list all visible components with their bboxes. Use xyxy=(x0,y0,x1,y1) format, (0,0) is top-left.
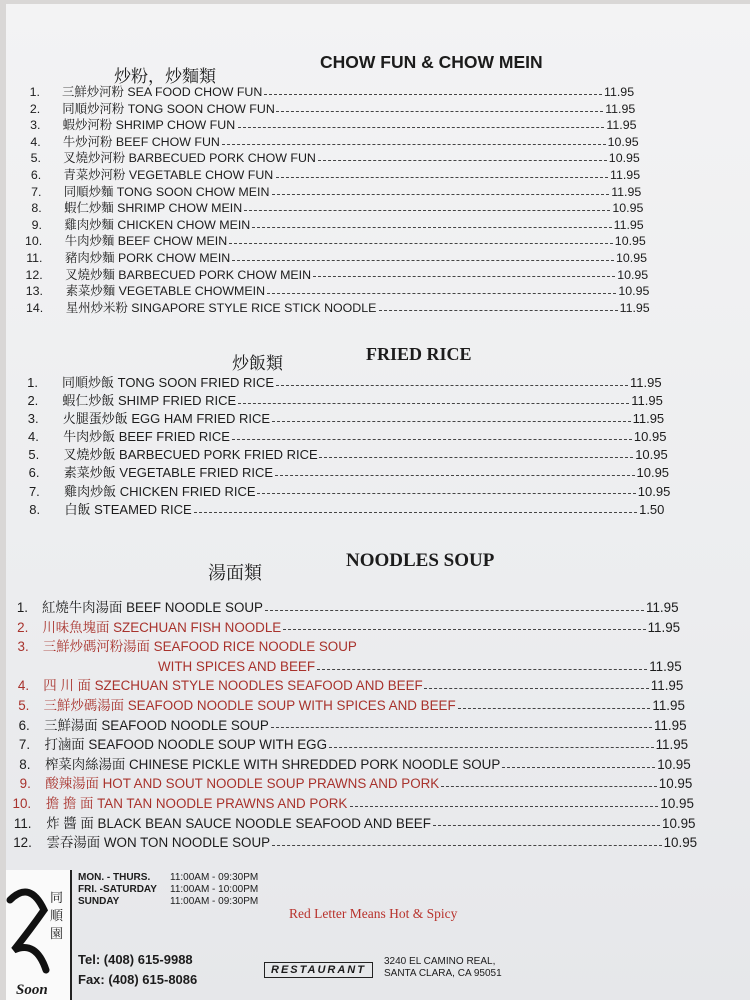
item-description: 同順炒飯 TONG SOON FRIED RICE xyxy=(62,375,275,390)
item-number: 6. xyxy=(28,465,40,481)
menu-item xyxy=(6,716,750,736)
section-title-zh: 湯面類 xyxy=(208,563,262,584)
hours-row: FRI. -SATURDAY 11:00AM - 10:00PM xyxy=(78,884,259,895)
section-title-zh: 炒粉，炒麵類 xyxy=(114,67,216,87)
item-description: 牛炒河粉 BEEF CHOW FUN xyxy=(62,134,220,149)
menu-item xyxy=(6,250,750,267)
item-price: 10.95 xyxy=(608,151,640,166)
item-description: 川味魚塊面 SZECHUAN FISH NOODLE xyxy=(42,619,282,635)
item-description: 牛肉炒飯 BEEF FRIED RICE xyxy=(63,429,230,445)
item-price: 10.95 xyxy=(662,815,696,831)
dot-leader xyxy=(229,243,613,244)
item-number: 4. xyxy=(28,429,39,445)
dot-leader xyxy=(267,293,616,294)
section-title-en: NOODLES SOUP xyxy=(346,550,495,571)
opening-hours xyxy=(78,872,258,908)
menu-item xyxy=(6,283,750,300)
item-price: 10.95 xyxy=(607,134,639,149)
menu-item xyxy=(6,696,750,716)
item-price: 11.95 xyxy=(649,658,682,674)
item-number: 5. xyxy=(28,447,40,463)
menu-page xyxy=(6,4,750,1000)
item-list xyxy=(6,598,750,853)
menu-item xyxy=(6,200,750,217)
menu-item xyxy=(6,755,750,775)
menu-item xyxy=(6,392,750,410)
dot-leader xyxy=(272,421,631,422)
item-number: 8. xyxy=(19,756,31,772)
item-description: 炸 醬 面 BLACK BEAN SAUCE NOODLE SEAFOOD AND BEEF xyxy=(46,815,431,831)
item-description: 酸辣湯面 HOT AND SOUT NOODLE SOUP PRAWNS AND PORK xyxy=(45,776,440,792)
dot-leader xyxy=(319,457,633,458)
menu-item xyxy=(6,410,750,428)
menu-item xyxy=(6,167,750,184)
section-title-en: FRIED RICE xyxy=(366,344,472,364)
menu-item xyxy=(6,735,750,755)
item-number: 11. xyxy=(26,250,43,265)
item-description: 火腿蛋炒飯 EGG HAM FRIED RICE xyxy=(62,411,271,427)
item-price: 11.95 xyxy=(606,118,637,133)
item-number: 4. xyxy=(30,134,41,149)
item-number: 6. xyxy=(30,167,42,182)
footer xyxy=(6,870,750,1000)
item-price: 11.95 xyxy=(613,217,644,232)
item-price: 11.95 xyxy=(652,697,685,713)
item-description: 打滷面 SEAFOOD NOODLE SOUP WITH EGG xyxy=(44,737,327,753)
item-price: 10.95 xyxy=(618,284,650,299)
restaurant-logo xyxy=(6,870,72,1000)
dot-leader xyxy=(318,160,607,161)
item-number: 5. xyxy=(30,151,41,166)
item-description: 青菜炒河粉 VEGETABLE CHOW FUN xyxy=(63,167,274,182)
item-description: 雞肉炒飯 CHICKEN FRIED RICE xyxy=(64,483,256,499)
item-description: 三鮮炒碼湯面 SEAFOOD NOODLE SOUP WITH SPICES AND BEEF xyxy=(43,697,456,713)
item-description: 雞肉炒麵 CHICKEN CHOW MEIN xyxy=(64,217,251,232)
item-price: 11.95 xyxy=(604,85,635,99)
item-description: 紅燒牛肉湯面 BEEF NOODLE SOUP xyxy=(42,600,263,615)
fax-number: Fax: (408) 615-8086 xyxy=(78,972,198,987)
dot-leader xyxy=(275,475,635,476)
item-price: 11.95 xyxy=(650,678,684,694)
menu-item xyxy=(6,217,750,234)
item-price: 11.95 xyxy=(611,184,642,199)
item-description: 叉燒炒飯 BARBECUED PORK FRIED RICE xyxy=(63,447,318,463)
item-description: 蝦仁炒麵 SHRIMP CHOW MEIN xyxy=(64,201,243,216)
item-price: 10.95 xyxy=(633,429,667,445)
item-number: 3. xyxy=(17,639,29,655)
dot-leader xyxy=(350,806,658,807)
item-price: 11.95 xyxy=(610,167,641,182)
dot-leader xyxy=(433,825,660,826)
dot-leader xyxy=(276,111,603,112)
item-number: 2. xyxy=(29,101,41,116)
menu-item xyxy=(6,483,750,501)
item-price: 11.95 xyxy=(632,411,665,427)
dot-leader xyxy=(424,688,649,689)
dot-leader xyxy=(276,177,608,178)
menu-item xyxy=(6,598,750,618)
item-description-line2: WITH SPICES AND BEEF xyxy=(158,658,315,674)
item-number: 8. xyxy=(29,501,41,517)
dot-leader xyxy=(272,845,662,846)
dot-leader xyxy=(272,194,609,195)
item-description: 三鮮炒河粉 SEA FOOD CHOW FUN xyxy=(62,85,263,99)
hours-row: MON. - THURS. 11:00AM - 09:30PM xyxy=(78,872,259,883)
dot-leader xyxy=(232,439,632,440)
logo-word: Soon xyxy=(16,982,48,998)
restaurant-badge: RESTAURANT xyxy=(264,962,373,978)
item-description: 素菜炒麵 VEGETABLE CHOWMEIN xyxy=(65,284,266,299)
item-number: 8. xyxy=(31,201,42,216)
dot-leader xyxy=(265,610,644,611)
item-number: 13. xyxy=(25,284,43,299)
item-description: 蝦炒河粉 SHRIMP CHOW FUN xyxy=(62,118,236,133)
item-description: 豬肉炒麵 PORK CHOW MEIN xyxy=(65,250,231,265)
address: 3240 EL CAMINO REAL, SANTA CLARA, CA 95051 xyxy=(384,956,502,979)
dot-leader xyxy=(238,403,629,404)
dot-leader xyxy=(502,767,655,768)
item-description: 白飯 STEAMED RICE xyxy=(64,501,192,517)
menu-item xyxy=(6,428,750,446)
menu-item xyxy=(6,134,750,151)
menu-item xyxy=(6,184,750,201)
item-number: 6. xyxy=(18,717,30,733)
menu-item xyxy=(6,464,750,482)
dot-leader xyxy=(458,708,650,709)
menu-item xyxy=(6,374,750,392)
item-list xyxy=(6,84,750,316)
menu-item xyxy=(6,300,750,317)
item-number: 1. xyxy=(16,600,28,615)
item-price: 1.50 xyxy=(639,501,665,517)
item-description: 素菜炒飯 VEGETABLE FRIED RICE xyxy=(63,465,274,481)
item-number: 11. xyxy=(13,815,32,831)
item-number: 10. xyxy=(12,795,32,811)
item-price: 11.95 xyxy=(631,393,663,409)
item-description: 叉燒炒河粉 BARBECUED PORK CHOW FUN xyxy=(63,151,316,166)
menu-item xyxy=(6,446,750,464)
item-price: 10.95 xyxy=(663,835,698,851)
item-price: 11.95 xyxy=(646,600,679,615)
item-price: 11.95 xyxy=(647,619,681,635)
item-price: 11.95 xyxy=(630,375,662,390)
item-number: 3. xyxy=(30,118,41,133)
item-number: 2. xyxy=(27,393,39,409)
item-description: 同順炒麵 TONG SOON CHOW MEIN xyxy=(63,184,270,199)
item-description: 三鮮炒碼河粉湯面 SEAFOOD RICE NOODLE SOUP xyxy=(42,639,357,655)
item-price: 10.95 xyxy=(660,795,694,811)
item-description: 同順炒河粉 TONG SOON CHOW FUN xyxy=(62,101,275,116)
item-number: 9. xyxy=(31,217,42,232)
dot-leader xyxy=(329,747,654,748)
item-description: 三鮮湯面 SEAFOOD NOODLE SOUP xyxy=(44,717,269,733)
item-description: 擔 擔 面 TAN TAN NOODLE PRAWNS AND PORK xyxy=(45,795,348,811)
menu-item xyxy=(6,117,750,134)
menu-item xyxy=(6,101,750,118)
item-number: 1. xyxy=(29,85,40,99)
item-number: 12. xyxy=(25,267,43,282)
dot-leader xyxy=(232,260,614,261)
menu-item xyxy=(6,814,750,834)
item-price: 10.95 xyxy=(657,756,691,772)
item-description: 榨菜肉絲湯面 CHINESE PICKLE WITH SHREDDED PORK NOODLE SOUP xyxy=(44,756,501,772)
menu-item xyxy=(6,774,750,794)
item-price: 10.95 xyxy=(637,483,671,499)
item-price: 11.95 xyxy=(619,300,650,315)
section-title-zh: 炒飯類 xyxy=(232,354,283,374)
item-description: 星州炒米粉 SINGAPORE STYLE RICE STICK NOODLE xyxy=(65,300,377,315)
item-number: 3. xyxy=(27,411,39,427)
item-price: 10.95 xyxy=(612,201,644,216)
item-number: 12. xyxy=(13,835,32,851)
dot-leader xyxy=(317,669,647,670)
item-price: 10.95 xyxy=(636,465,670,481)
item-number: 5. xyxy=(18,697,30,713)
item-number: 1. xyxy=(27,375,38,390)
menu-item xyxy=(6,84,750,101)
logo-chinese-name: 同順園 xyxy=(50,891,64,942)
item-number: 9. xyxy=(19,776,31,792)
item-price: 10.95 xyxy=(635,447,668,463)
item-number: 7. xyxy=(28,483,40,499)
menu-item-continuation xyxy=(6,657,750,677)
item-description: 叉燒炒麵 BARBECUED PORK CHOW MEIN xyxy=(65,267,312,282)
dot-leader xyxy=(379,310,618,311)
item-description: 四 川 面 SZECHUAN STYLE NOODLES SEAFOOD AND BEEF xyxy=(43,678,423,694)
item-price: 11.95 xyxy=(654,717,687,733)
item-price: 10.95 xyxy=(617,267,649,282)
item-number: 14. xyxy=(26,300,44,315)
dot-leader xyxy=(276,385,628,386)
item-price: 11.95 xyxy=(655,737,689,753)
menu-item xyxy=(6,501,750,519)
section-title-en: CHOW FUN & CHOW MEIN xyxy=(320,52,543,72)
menu-item xyxy=(6,833,750,853)
item-description: 牛肉炒麵 BEEF CHOW MEIN xyxy=(64,234,228,249)
item-number: 10. xyxy=(25,234,43,249)
item-number: 2. xyxy=(17,619,29,635)
menu-item xyxy=(6,618,750,638)
contact-info xyxy=(78,950,197,990)
item-price: 10.95 xyxy=(616,250,648,265)
menu-item xyxy=(6,794,750,814)
dot-leader xyxy=(313,276,615,277)
menu-item xyxy=(6,150,750,167)
dot-leader xyxy=(271,727,652,728)
item-list xyxy=(6,374,750,519)
item-description: 蝦仁炒飯 SHIMP FRIED RICE xyxy=(62,393,237,409)
item-number: 7. xyxy=(18,737,31,753)
item-description: 雲吞湯面 WON TON NOODLE SOUP xyxy=(46,835,271,851)
item-price: 10.95 xyxy=(614,234,646,249)
item-price: 10.95 xyxy=(658,776,693,792)
dot-leader xyxy=(252,227,612,228)
menu-item xyxy=(6,233,750,250)
dot-leader xyxy=(264,94,602,95)
dot-leader xyxy=(283,629,646,630)
menu-item xyxy=(6,676,750,696)
spicy-legend: Red Letter Means Hot & Spicy xyxy=(289,906,458,921)
dot-leader xyxy=(238,127,604,128)
dot-leader xyxy=(194,512,637,513)
item-number: 4. xyxy=(17,678,30,694)
hours-row: SUNDAY 11:00AM - 09:30PM xyxy=(78,896,259,907)
item-number: 7. xyxy=(31,184,42,199)
dot-leader xyxy=(441,786,657,787)
dot-leader xyxy=(244,210,610,211)
menu-item xyxy=(6,267,750,284)
dot-leader xyxy=(257,493,636,494)
dot-leader xyxy=(222,144,606,145)
item-price: 11.95 xyxy=(605,101,636,116)
menu-item xyxy=(6,637,750,657)
phone-number: Tel: (408) 615-9988 xyxy=(78,952,193,967)
